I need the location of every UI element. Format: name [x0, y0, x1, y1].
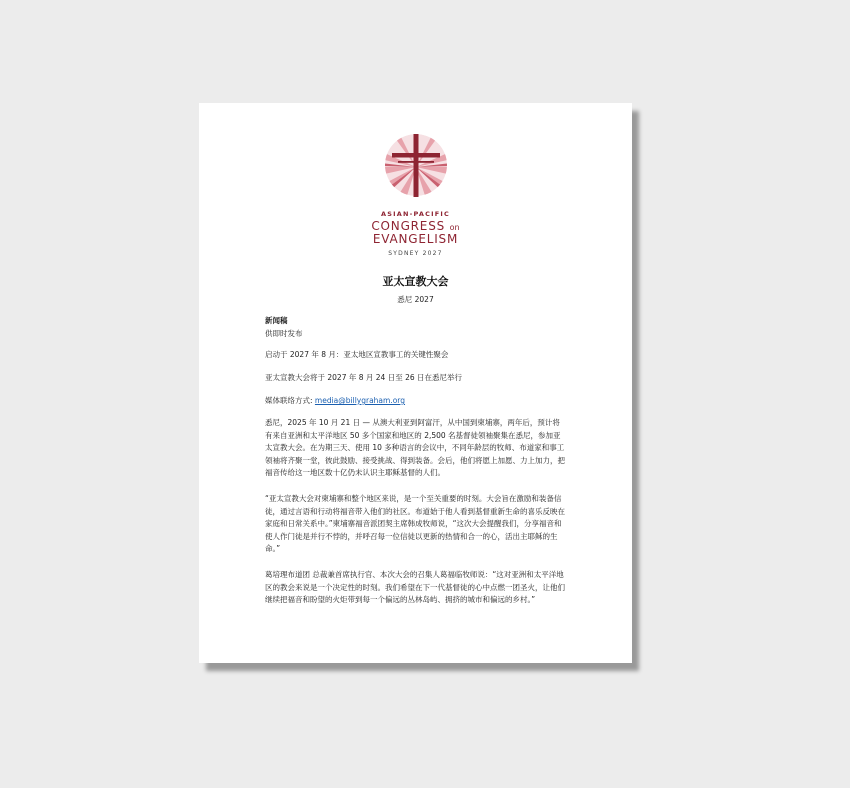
congress-logo: [384, 133, 448, 197]
media-contact-label: 媒体联络方式:: [265, 396, 315, 405]
newsroom-label: 新闻稿: [265, 316, 288, 325]
logo-text-evangelism: EVANGELISM: [372, 232, 459, 246]
document-page: [199, 103, 632, 663]
headline: 启动于 2027 年 8 月：亚太地区宣教事工的关键性聚会: [265, 350, 449, 359]
logo-text-sydney: SYDNEY 2027: [388, 250, 443, 257]
logo-text-asian-pacific: ASIAN-PACIFIC: [381, 210, 450, 218]
event-dates: 亚太宣教大会将于 2027 年 8 月 24 日至 26 日在悉尼举行: [265, 373, 463, 382]
document-subtitle: 悉尼 2027: [397, 295, 434, 304]
document-title: 亚太宣教大会: [382, 275, 449, 288]
cross-globe-icon: [384, 133, 448, 197]
media-email-link[interactable]: media@billygraham.org: [314, 396, 406, 405]
paragraph-intro: 悉尼，2025 年 10 月 21 日 — 从澳大利亚到阿富汗，从中国到柬埔寨，两年后，预计将有来自亚洲和太平洋地区 50 多个国家和地区的 2,500 名基督徒领袖聚集在悉尼，参加亚太宣教大会。在为期三天、使用 10 多种语言的会议中，不同年龄层的牧师、布道家和事工领袖将齐聚一堂，彼此鼓励、接受挑战、得到装备。会后，他们将愿上加愿、力上加力，把福音传给这一地区数十亿仍未认识主耶稣基督的人们。: [265, 418, 565, 478]
paragraph-quote-bgea: 葛培理布道团 总裁兼首席执行官、本次大会的召集人葛福临牧师说：“这对亚洲和太平洋地区的教会来说是一个决定性的时刻。我们希望在下一代基督徒的心中点燃一团圣火，让他们继续把福音和盼望的火炬带到每一个偏远的丛林岛屿、拥挤的城市和偏远的乡村。”: [265, 570, 565, 605]
release-label: 供即时发布: [265, 329, 303, 338]
media-contact: [265, 395, 565, 408]
logo-text-on: on: [449, 223, 460, 232]
logo-text-congress-word: CONGRESS: [371, 219, 446, 233]
paragraph-quote-cambodia: “亚太宣教大会对柬埔寨和整个地区来说，是一个至关重要的时刻。大会旨在激励和装备信徒，通过言语和行动将福音带入他们的社区。布道始于他人看到基督重新生命的喜乐反映在家庭和日常关系中。”柬埔寨福音派团契主席韩成牧师说，“这次大会提醒我们，分享福音和使人作门徒是并行不悖的，并呼召每一位信徒以更新的热情和合一的心，活出主耶稣的生命。”: [265, 494, 565, 554]
